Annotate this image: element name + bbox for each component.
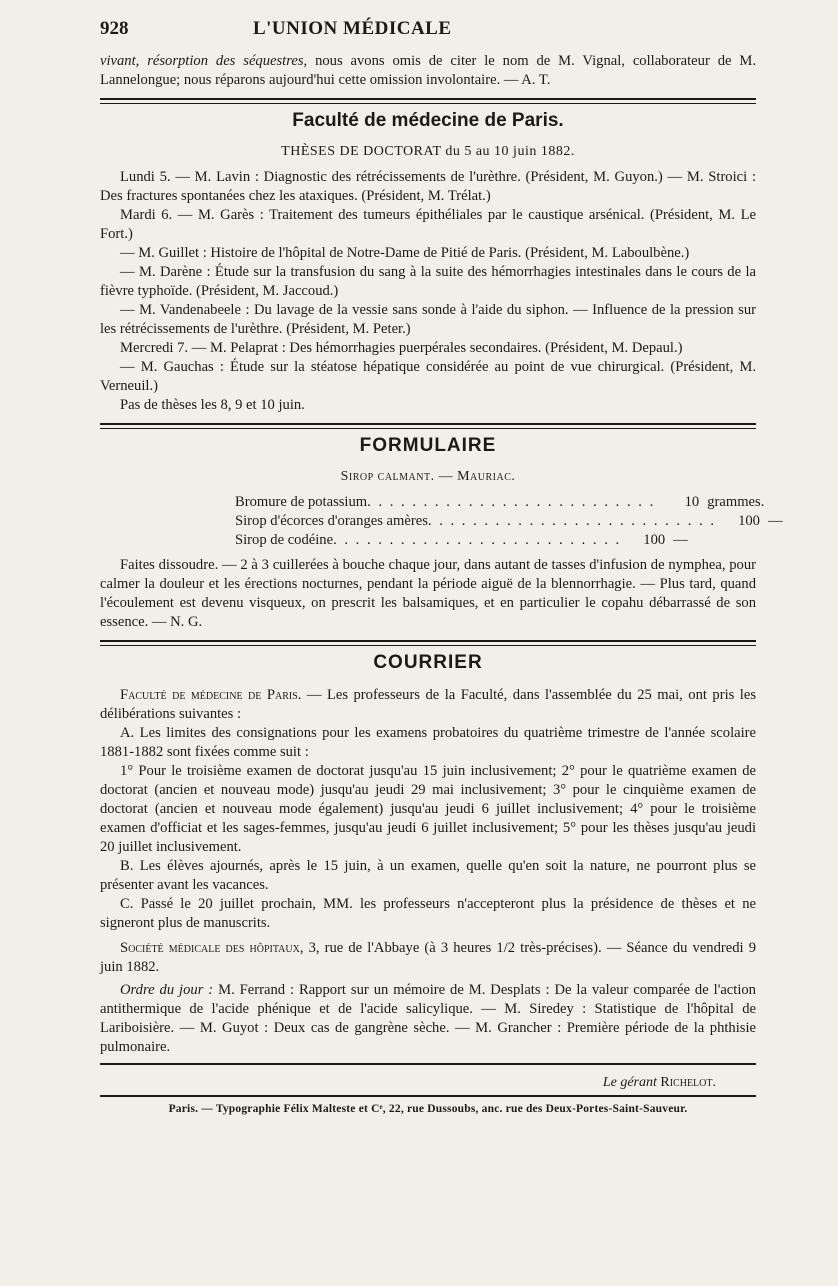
ordre-paragraph	[100, 981, 756, 1057]
footer-rule	[100, 1095, 756, 1097]
ingredient-unit: —	[767, 513, 783, 529]
societe-paragraph	[100, 939, 756, 977]
journal-title: L'UNION MÉDICALE	[252, 18, 452, 39]
ingredient-name: Bromure de potassium	[235, 494, 368, 510]
ingredient-unit: grammes.	[707, 494, 765, 510]
section-divider	[100, 640, 756, 646]
intro-italic: vivant, résorption des séquestres,	[100, 53, 308, 69]
theses-paragraph: Lundi 5. — M. Lavin : Diagnostic des rétrécissements de l'urèthre. (Président, M. Guyon.) — M. Stroici : Des fractures spontanées chez les ataxiques. (Président, M. Trélat.)	[100, 169, 756, 204]
courrier-lead-text: — Les professeurs de la Faculté, dans l'assemblée du 25 mai, ont pris les délibérations suivantes :	[100, 687, 756, 722]
formulaire-title: FORMULAIRE	[359, 435, 497, 456]
signature-rule	[100, 1063, 756, 1065]
courrier-paragraph: 1° Pour le troisième examen de doctorat jusqu'au 15 juin inclusivement; 2° pour le quatrième examen de doctorat (ancien et nouveau mode) jusqu'au jeudi 29 mai inclusivement; 3° pour le cinquième examen de doctorat (ancien et nouveau mode également) jusqu'au jeudi 6 juillet inclusivement; 4° pour le troisième examen d'officiat et les sages-femmes, jusqu'au jeudi 6 juillet inclusivement; 5° pour les thèses jusqu'au jeudi 20 juillet inclusivement.	[100, 763, 756, 855]
theses-subtitle: THÈSES DE DOCTORAT du 5 au 10 juin 1882.	[281, 144, 575, 159]
courrier-lead-sc: Faculté de médecine de Paris.	[120, 687, 302, 703]
recipe-instructions: Faites dissoudre. — 2 à 3 cuillerées à bouche chaque jour, dans autant de tasses d'infusion de nymphea, pour calmer la douleur et les érections nocturnes, pendant la période aiguë de la blennorrhagie. — Plus tard, quand l'écoulement est devenu visqueux, on prescrit les balsamiques, et en particulier le copahu débarrassé de son essence. — N. G.	[100, 557, 756, 630]
ordre-text: M. Ferrand : Rapport sur un mémoire de M. Desplats : De la valeur comparée de l'action antithermique de l'acide phénique et de l'acide salicylique. — M. Siredey : Statistique de l'hôpital de Lariboisière. — M. Guyot : Deux cas de gangrène sèche. — M. Grancher : Première période de la phthisie pulmonaire.	[100, 982, 756, 1055]
courrier-paragraph: B. Les élèves ajournés, après le 15 juin, à un examen, quelle qu'en soit la nature, ne pourront plus se présenter avant les vacances.	[100, 858, 756, 893]
courrier-paragraph: C. Passé le 20 juillet prochain, MM. les professeurs n'accepteront plus la présidence de thèses et ne signeront plus de manuscrits.	[100, 896, 756, 931]
theses-paragraph: — M. Darène : Étude sur la transfusion du sang à la suite des hémorrhagies intestinales dans le cours de la fièvre typhoïde. (Président, M. Jaccoud.)	[100, 264, 756, 299]
printer-footer: Paris. — Typographie Félix Malteste et Cᵉ, 22, rue Dussoubs, anc. rue des Deux-Portes-Saint-Sauveur.	[168, 1103, 688, 1115]
page-header	[100, 18, 756, 52]
leader-dots: . . . . . . . . . . . . . . . . . . . . . . . . . .	[427, 513, 716, 529]
theses-paragraph: — M. Vandenabeele : Du lavage de la vessie sans sonde à l'aide du siphon. — Influence de la pression sur les rétrécissements de l'urèthre. (Président, M. Peter.)	[100, 302, 756, 337]
recipe-row	[235, 493, 765, 512]
intro-text: nous avons omis de citer le nom de M. Vignal, collaborateur de M. Lannelongue; nous réparons aujourd'hui cette omission involontaire. — A. T.	[100, 53, 756, 88]
societe-text: 3, rue de l'Abbaye (à 3 heures 1/2 très-précises). — Séance du vendredi 9 juin 1882.	[100, 940, 756, 975]
leader-dots: . . . . . . . . . . . . . . . . . . . . . . . . . .	[333, 532, 622, 548]
recipe-table	[235, 493, 783, 550]
ingredient-name: Sirop d'écorces d'oranges amères	[235, 513, 428, 529]
faculte-title: Faculté de médecine de Paris.	[292, 110, 564, 131]
ordre-italic: Ordre du jour :	[120, 982, 214, 998]
theses-paragraph: — M. Gauchas : Étude sur la stéatose hépatique considérée au point de vue chirurgical. (Président, M. Verneuil.)	[100, 359, 756, 394]
theses-paragraph: Mardi 6. — M. Garès : Traitement des tumeurs épithéliales par le caustique arsénical. (Président, M. Le Fort.)	[100, 207, 756, 242]
section-divider	[100, 423, 756, 429]
ingredient-name: Sirop de codéine	[235, 532, 334, 548]
page-number: 928	[100, 18, 129, 39]
recipe-row	[235, 531, 688, 550]
signature	[100, 1075, 716, 1091]
ingredient-qty: 10	[684, 494, 700, 510]
courrier-title: COURRIER	[373, 652, 483, 673]
ingredient-unit: —	[673, 532, 688, 548]
recipe-row	[235, 512, 783, 531]
theses-paragraph: Pas de thèses les 8, 9 et 10 juin.	[120, 397, 305, 413]
intro-paragraph	[100, 52, 756, 90]
signature-label: Le gérant	[602, 1075, 657, 1090]
theses-paragraph: — M. Guillet : Histoire de l'hôpital de Notre-Dame de Pitié de Paris. (Président, M. Laboulbène.)	[120, 245, 690, 261]
signature-name: Richelot.	[660, 1075, 716, 1090]
courrier-lead	[100, 686, 756, 724]
recipe-title: Sirop calmant. — Mauriac.	[340, 469, 516, 484]
ingredient-qty: 100	[738, 513, 760, 529]
courrier-paragraph: A. Les limites des consignations pour les examens probatoires du quatrième trimestre de l'année scolaire 1881-1882 sont fixées comme suit :	[100, 725, 756, 760]
section-divider	[100, 98, 756, 104]
societe-sc: Société médicale des hôpitaux,	[120, 940, 304, 956]
theses-paragraph: Mercredi 7. — M. Pelaprat : Des hémorrhagies puerpérales secondaires. (Président, M. Depaul.)	[120, 340, 683, 356]
ingredient-qty: 100	[643, 532, 666, 548]
leader-dots: . . . . . . . . . . . . . . . . . . . . . . . . . .	[367, 494, 656, 510]
